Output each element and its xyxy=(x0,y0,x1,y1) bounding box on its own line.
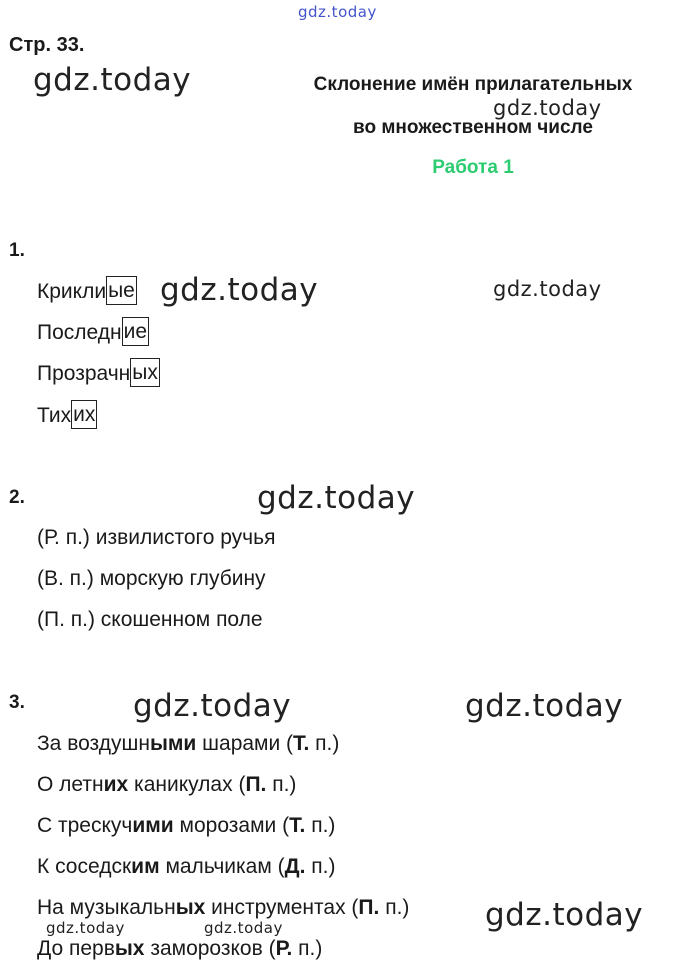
watermark-task3-right: gdz.today xyxy=(465,688,624,724)
ending-box: их xyxy=(71,400,97,429)
task-1-word-3: Прозрачных xyxy=(37,362,160,387)
watermark-task1-right: gdz.today xyxy=(493,277,602,301)
title-line-1: Склонение имён прилагательных xyxy=(313,74,633,95)
task-3-line-4: К соседским мальчикам (Д. п.) xyxy=(37,855,336,878)
task-3-line-3: С трескучими морозами (Т. п.) xyxy=(37,814,336,837)
task-3-line-5: На музыкальных инструментах (П. п.) xyxy=(37,896,410,919)
task-1-number: 1. xyxy=(9,240,25,261)
watermark-bottom-small-2: gdz.today xyxy=(204,919,283,937)
task-1-word-2: Последние xyxy=(37,321,149,346)
task-3-line-2: О летних каникулах (П. п.) xyxy=(37,773,297,796)
watermark-task1: gdz.today xyxy=(160,272,319,308)
task-2-line-2: (В. п.) морскую глубину xyxy=(37,567,266,590)
task-1-word-1: Криклиые xyxy=(37,280,137,305)
watermark-header-left: gdz.today xyxy=(33,62,192,98)
task-2-number: 2. xyxy=(9,487,25,508)
ending-box: ие xyxy=(122,317,149,346)
watermark-bottom-right: gdz.today xyxy=(485,897,644,933)
watermark-bottom-small-1: gdz.today xyxy=(46,919,125,937)
task-2-line-1: (Р. п.) извилистого ручья xyxy=(37,526,276,549)
ending-box: ых xyxy=(130,358,160,387)
watermark-task3-left: gdz.today xyxy=(133,688,292,724)
task-3-line-6: До первых заморозков (Р. п.) xyxy=(37,937,323,960)
watermark-task2: gdz.today xyxy=(257,480,416,516)
task-3-line-1: За воздушными шарами (Т. п.) xyxy=(37,732,340,755)
subtitle: Работа 1 xyxy=(432,157,514,178)
watermark-title: gdz.today xyxy=(493,96,602,120)
task-1-word-4: Тихих xyxy=(37,404,97,429)
task-3-number: 3. xyxy=(9,692,25,713)
watermark-top: gdz.today xyxy=(298,3,377,21)
title-line-2: во множественном числе xyxy=(353,117,593,138)
ending-box: ые xyxy=(106,276,137,305)
task-2-line-3: (П. п.) скошенном поле xyxy=(37,608,263,631)
page-reference: Стр. 33. xyxy=(9,34,85,56)
